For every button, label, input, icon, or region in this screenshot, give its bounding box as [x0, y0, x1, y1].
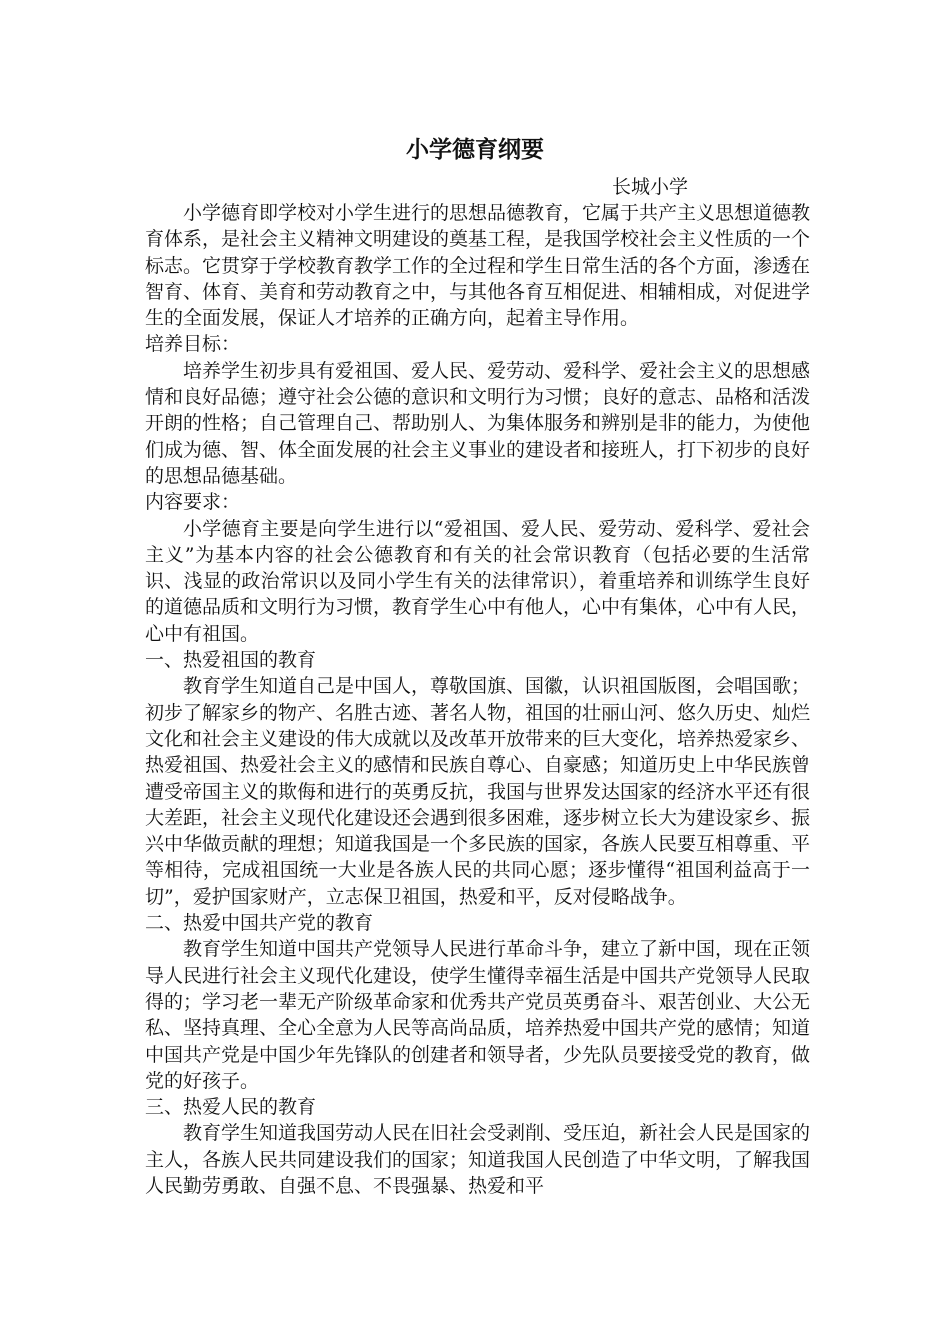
document-title: 小学德育纲要	[406, 137, 544, 163]
goals-paragraph: 培养学生初步具有爱祖国、爱人民、爱劳动、爱科学、爱社会主义的思想感情和良好品德；遵守社会公德的意识和文明行为习惯；良好的意志、品格和活泼开朗的性格；自己管理自己、帮助别人、为集体服务和辨别是非的能力，为使他们成为德、智、体全面发展的社会主义事业的建设者和接班人，打下初步的良好的思想品德基础。	[145, 359, 811, 487]
intro-paragraph: 小学德育即学校对小学生进行的思想品德教育，它属于共产主义思想道德教育体系，是社会主义精神文明建设的奠基工程，是我国学校社会主义性质的一个标志。它贯穿于学校教育教学工作的全过程和学生日常生活的各个方面，渗透在智育、体育、美育和劳动教育之中，与其他各育互相促进、相辅相成，对促进学生的全面发展，保证人才培养的正确方向，起着主导作用。	[145, 202, 811, 330]
section-paragraph-patriotism: 教育学生知道自己是中国人，尊敬国旗、国徽，认识祖国版图，会唱国歌；初步了解家乡的物产、名胜古迹、著名人物，祖国的壮丽山河、悠久历史、灿烂文化和社会主义建设的伟大成就以及改革开放带来的巨大变化，培养热爱家乡、热爱祖国、热爱社会主义的感情和民族自尊心、自豪感；知道历史上中华民族曾遭受帝国主义的欺侮和进行的英勇反抗，我国与世界发达国家的经济水平还有很大差距，社会主义现代化建设还会遇到很多困难，逐步树立长大为建设家乡、振兴中华做贡献的理想；知道我国是一个多民族的国家，各族人民要互相尊重、平等相待，完成祖国统一大业是各族人民的共同心愿；逐步懂得“祖国利益高于一切”，爱护国家财产，立志保卫祖国，热爱和平，反对侵略战争。	[145, 675, 811, 908]
section-heading-party: 二、热爱中国共产党的教育	[145, 912, 374, 935]
section-paragraph-people: 教育学生知道我国劳动人民在旧社会受剥削、受压迫，新社会人民是国家的主人，各族人民共同建设我们的国家；知道我国人民创造了中华文明，了解我国人民勤劳勇敢、自强不息、不畏强暴、热爱和平	[145, 1122, 811, 1197]
section-heading-patriotism: 一、热爱祖国的教育	[145, 649, 317, 672]
goals-heading: 培养目标：	[145, 333, 241, 356]
document-author: 长城小学	[612, 176, 689, 198]
document-body	[145, 200, 810, 1199]
content-heading: 内容要求：	[145, 491, 241, 514]
section-paragraph-party: 教育学生知道中国共产党领导人民进行革命斗争，建立了新中国，现在正领导人民进行社会主义现代化建设，使学生懂得幸福生活是中国共产党领导人民取得的；学习老一辈无产阶级革命家和优秀共产党员英勇奋斗、艰苦创业、大公无私、坚持真理、全心全意为人民等高尚品质，培养热爱中国共产党的感情；知道中国共产党是中国少年先锋队的创建者和领导者，少先队员要接受党的教育，做党的好孩子。	[145, 938, 811, 1092]
section-heading-people: 三、热爱人民的教育	[145, 1096, 317, 1119]
content-paragraph: 小学德育主要是向学生进行以“爱祖国、爱人民、爱劳动、爱科学、爱社会主义”为基本内容的社会公德教育和有关的社会常识教育（包括必要的生活常识、浅显的政治常识以及同小学生有关的法律常识），着重培养和训练学生良好的道德品质和文明行为习惯，教育学生心中有他人，心中有集体，心中有人民，心中有祖国。	[145, 517, 811, 645]
